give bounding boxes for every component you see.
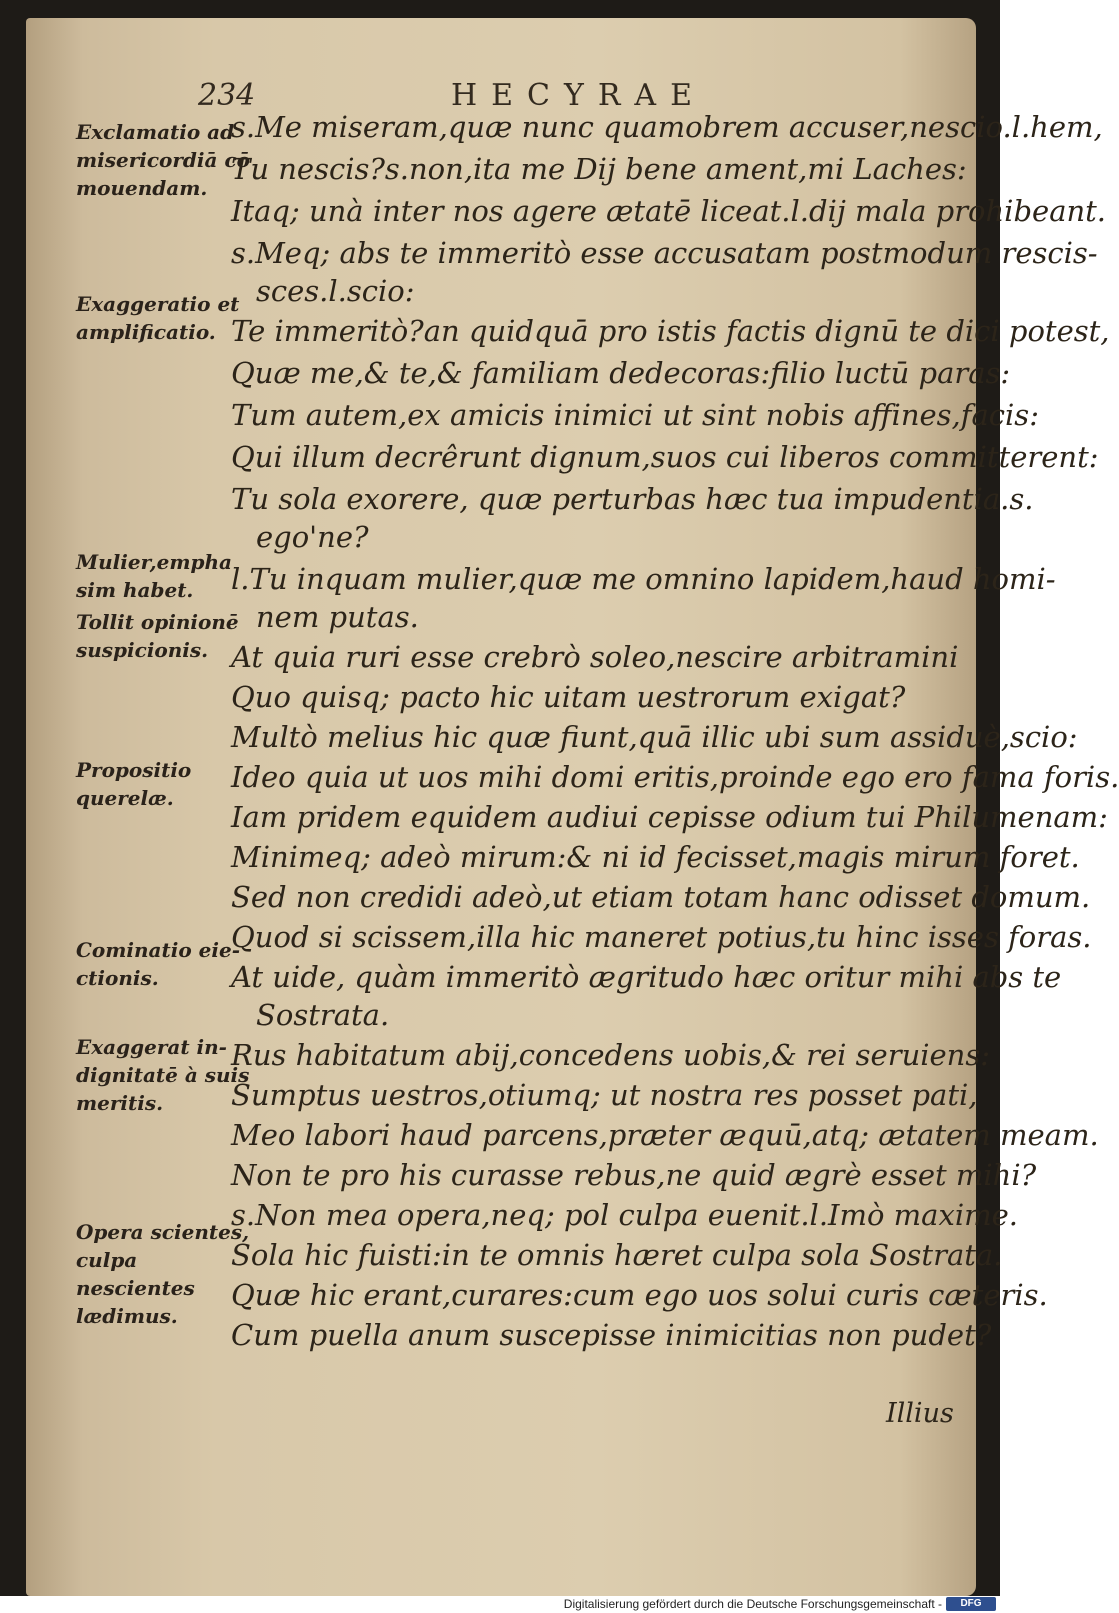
- verse-line: Qui illum decrêrunt dignum,suos cui liberos committerent:: [231, 440, 1099, 474]
- verse-line: nem putas.: [256, 600, 419, 634]
- margin-note: Mulier,empha sim habet.: [76, 550, 233, 602]
- verse-line: Sed non credidi adeò,ut etiam totam hanc odisset domum.: [231, 880, 1091, 914]
- verse-line: Quo quisq; pacto hic uitam uestrorum exigat?: [231, 680, 906, 714]
- verse-line: Tu nescis?s.non,ita me Dij bene ament,mi Laches:: [231, 152, 967, 186]
- verse-line: Sumptus uestros,otiumq; ut nostra res posset pati,: [231, 1078, 978, 1112]
- running-head: HECYRAE: [451, 78, 706, 113]
- verse-line: Iam pridem equidem audiui cepisse odium tui Philumenam:: [231, 800, 1108, 834]
- verse-line: Quæ hic erant,curares:cum ego uos solui curis cæteris.: [231, 1278, 1048, 1312]
- verse-line: Quod si scissem,illa hic maneret potius,tu hinc isses foras.: [231, 920, 1092, 954]
- verse-line: Non te pro his curasse rebus,ne quid ægrè esset mihi?: [231, 1158, 1037, 1192]
- verse-line: Ideo quia ut uos mihi domi eritis,proinde ego ero fama foris.: [231, 760, 1119, 794]
- verse-line: At quia ruri esse crebrò soleo,nescire arbitramini: [231, 640, 959, 674]
- verse-line: Rus habitatum abij,concedens uobis,& rei seruiens:: [231, 1038, 991, 1072]
- margin-note: Tollit opinionē suspicionis.: [76, 610, 239, 662]
- verse-line: Multò melius hic quæ fiunt,quā illic ubi sum assiduè,scio:: [231, 720, 1078, 754]
- margin-note: Exclamatio ad misericordiā cō mouendam.: [76, 120, 250, 200]
- margin-note: Exaggeratio et amplificatio.: [76, 292, 240, 344]
- verse-line: Tu sola exorere, quæ perturbas hæc tua impudentia.s.: [231, 482, 1034, 516]
- dfg-logo: DFG: [946, 1597, 996, 1611]
- verse-line: sces.l.scio:: [256, 274, 415, 308]
- catchword: Illius: [886, 1398, 954, 1429]
- margin-note: Cominatio eie-ctionis.: [76, 938, 241, 990]
- margin-note: Propositio querelæ.: [76, 758, 192, 810]
- verse-line: Itaq; unà inter nos agere ætatē liceat.l.dij mala prohibeant.: [231, 194, 1107, 228]
- verse-line: Cum puella anum suscepisse inimicitias non pudet?: [231, 1318, 992, 1352]
- verse-line: ego'ne?: [256, 520, 369, 554]
- funding-credit: Digitalisierung gefördert durch die Deutsche Forschungsgemeinschaft -: [563, 1597, 942, 1611]
- verse-line: Sola hic fuisti:in te omnis hæret culpa sola Sostrata.: [231, 1238, 1003, 1272]
- page-header: [26, 60, 976, 113]
- verse-line: Meo labori haud parcens,præter æquū,atq; ætatem meam.: [231, 1118, 1099, 1152]
- verse-line: Quæ me,& te,& familiam dedecoras:filio luctū paras:: [231, 356, 1011, 390]
- margin-note: Exaggerat in-dignitatē à suis meritis.: [76, 1035, 250, 1115]
- verse-line: s.Me miseram,quæ nunc quamobrem accuser,nescio.l.hem,: [231, 110, 1103, 144]
- digitization-footer: [0, 1596, 1000, 1613]
- page-number: 234: [198, 78, 256, 113]
- verse-line: l.Tu inquam mulier,quæ me omnino lapidem,haud homi-: [231, 562, 1056, 596]
- verse-line: Te immeritò?an quidquā pro istis factis dignū te dici potest,: [231, 314, 1110, 348]
- verse-line: At uide, quàm immeritò ægritudo hæc oritur mihi abs te: [231, 960, 1062, 994]
- verse-line: Tum autem,ex amicis inimici ut sint nobis affines,facis:: [231, 398, 1039, 432]
- verse-line: Minimeq; adeò mirum:& ni id fecisset,magis mirum foret.: [231, 840, 1080, 874]
- book-page: [26, 18, 1119, 1596]
- verse-line: s.Non mea opera,neq; pol culpa euenit.l.Imò maxime.: [231, 1198, 1018, 1232]
- margin-note: Opera scientes, culpa nescientes lædimus.: [76, 1220, 250, 1328]
- verse-line: s.Meq; abs te immeritò esse accusatam postmodum rescis-: [231, 236, 1098, 270]
- verse-line: Sostrata.: [256, 998, 390, 1032]
